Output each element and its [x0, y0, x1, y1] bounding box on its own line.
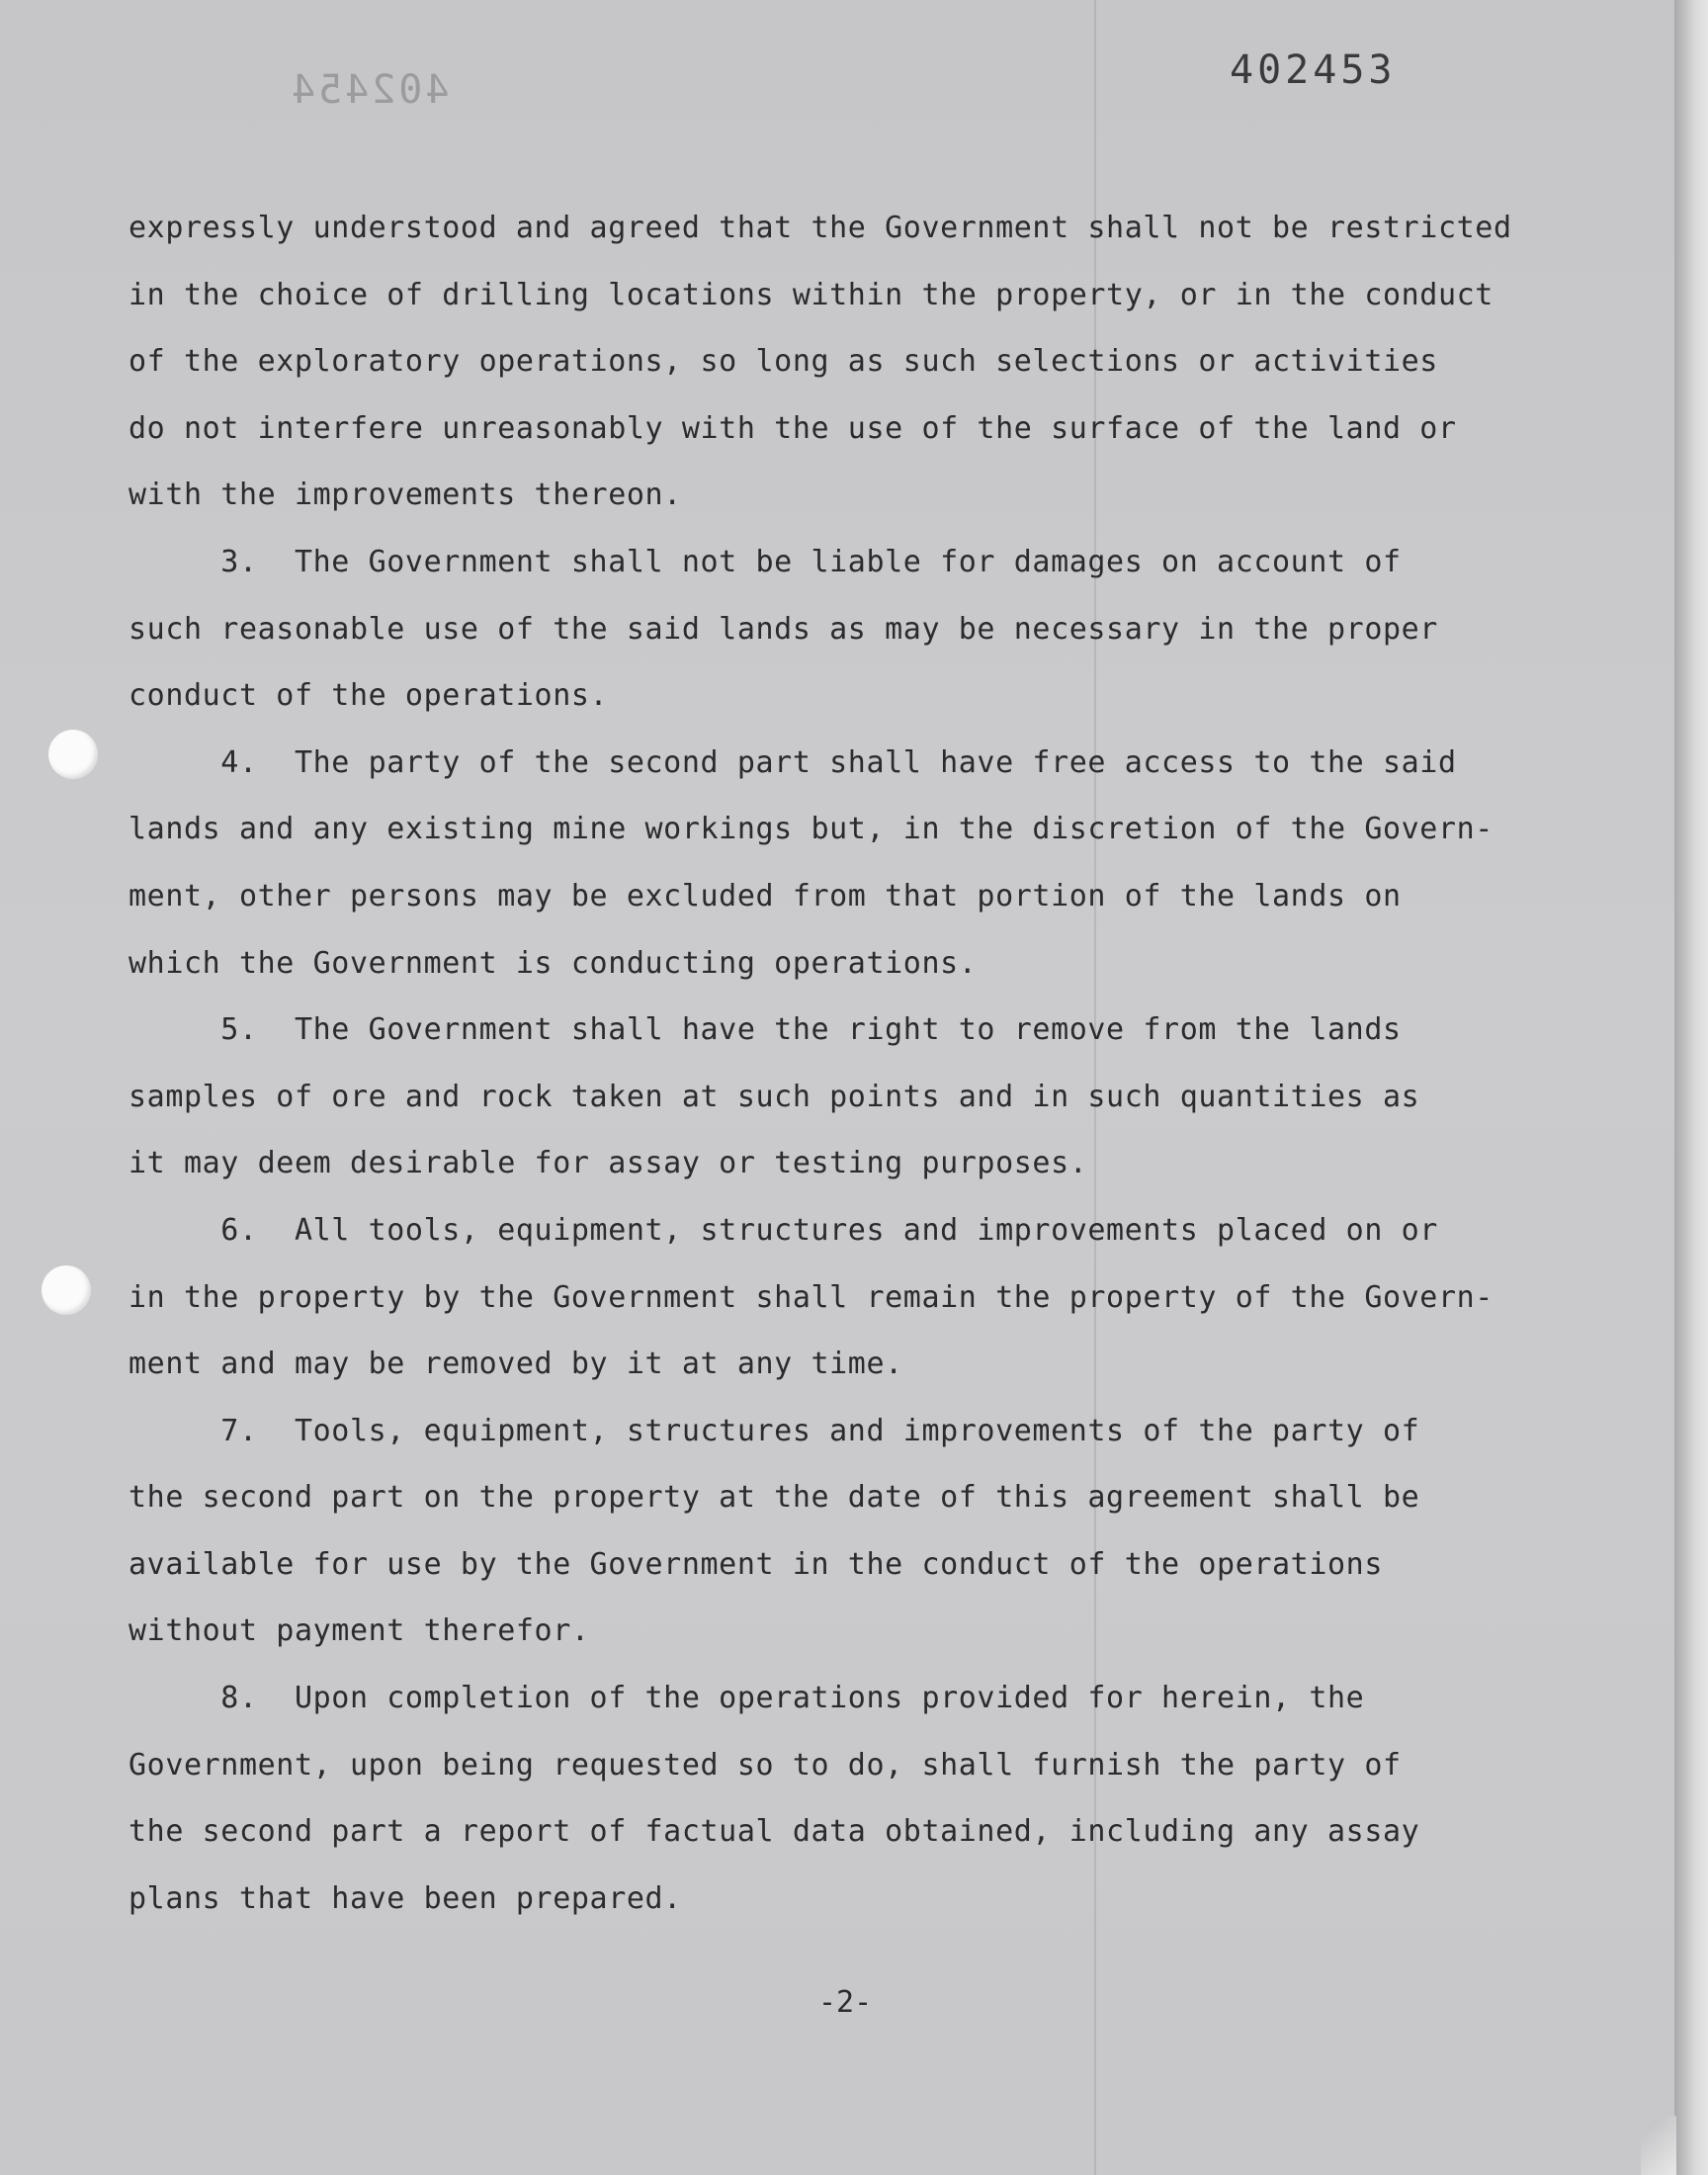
text-line: do not interfere unreasonably with the use of the surface of the land or — [128, 410, 1457, 446]
text-line: plans that have been prepared. — [128, 1880, 682, 1916]
text-line: 6. All tools, equipment, structures and improvements placed on or — [128, 1212, 1438, 1248]
text-line: with the improvements thereon. — [128, 478, 682, 513]
text-line: 5. The Government shall have the right to remove from the lands — [128, 1012, 1402, 1048]
ghost-document-number: 402454 — [289, 67, 450, 113]
text-line: in the property by the Government shall remain the property of the Govern- — [128, 1279, 1494, 1315]
text-line: 8. Upon completion of the operations provided for herein, the — [128, 1681, 1365, 1716]
text-line: conduct of the operations. — [128, 678, 609, 714]
text-line: available for use by the Government in the conduct of the operations — [128, 1546, 1383, 1582]
text-line: in the choice of drilling locations within the property, or in the conduct — [128, 277, 1494, 312]
text-line: ment and may be removed by it at any time. — [128, 1347, 903, 1382]
text-line: lands and any existing mine workings but, in the discretion of the Govern- — [128, 812, 1494, 847]
text-line: 4. The party of the second part shall have free access to the said — [128, 744, 1457, 780]
text-line: which the Government is conducting operations. — [128, 945, 978, 981]
text-line: without payment therefor. — [128, 1613, 590, 1649]
text-line: samples of ore and rock taken at such points and in such quantities as — [128, 1079, 1420, 1114]
text-line: ment, other persons may be excluded from that portion of the lands on — [128, 878, 1402, 914]
text-line: such reasonable use of the said lands as may be necessary in the proper — [128, 611, 1438, 647]
document-number: 402453 — [1230, 47, 1397, 93]
text-line: 7. Tools, equipment, structures and improvements of the party of — [128, 1413, 1420, 1448]
text-line: of the exploratory operations, so long as such selections or activities — [128, 344, 1438, 380]
text-line: it may deem desirable for assay or testing purposes. — [128, 1146, 1088, 1181]
punch-hole-top — [48, 730, 98, 779]
text-line: the second part on the property at the date of this agreement shall be — [128, 1480, 1420, 1516]
page-number: -2- — [818, 1985, 873, 2020]
punch-hole-bottom — [42, 1265, 91, 1315]
page-edge — [1674, 0, 1708, 2175]
body-text — [128, 195, 1621, 1932]
text-line: expressly understood and agreed that the Government shall not be restricted — [128, 211, 1512, 245]
text-line: 3. The Government shall not be liable for damages on account of — [128, 544, 1402, 579]
text-line: the second part a report of factual data obtained, including any assay — [128, 1814, 1420, 1850]
text-line: Government, upon being requested so to do, shall furnish the party of — [128, 1747, 1402, 1783]
